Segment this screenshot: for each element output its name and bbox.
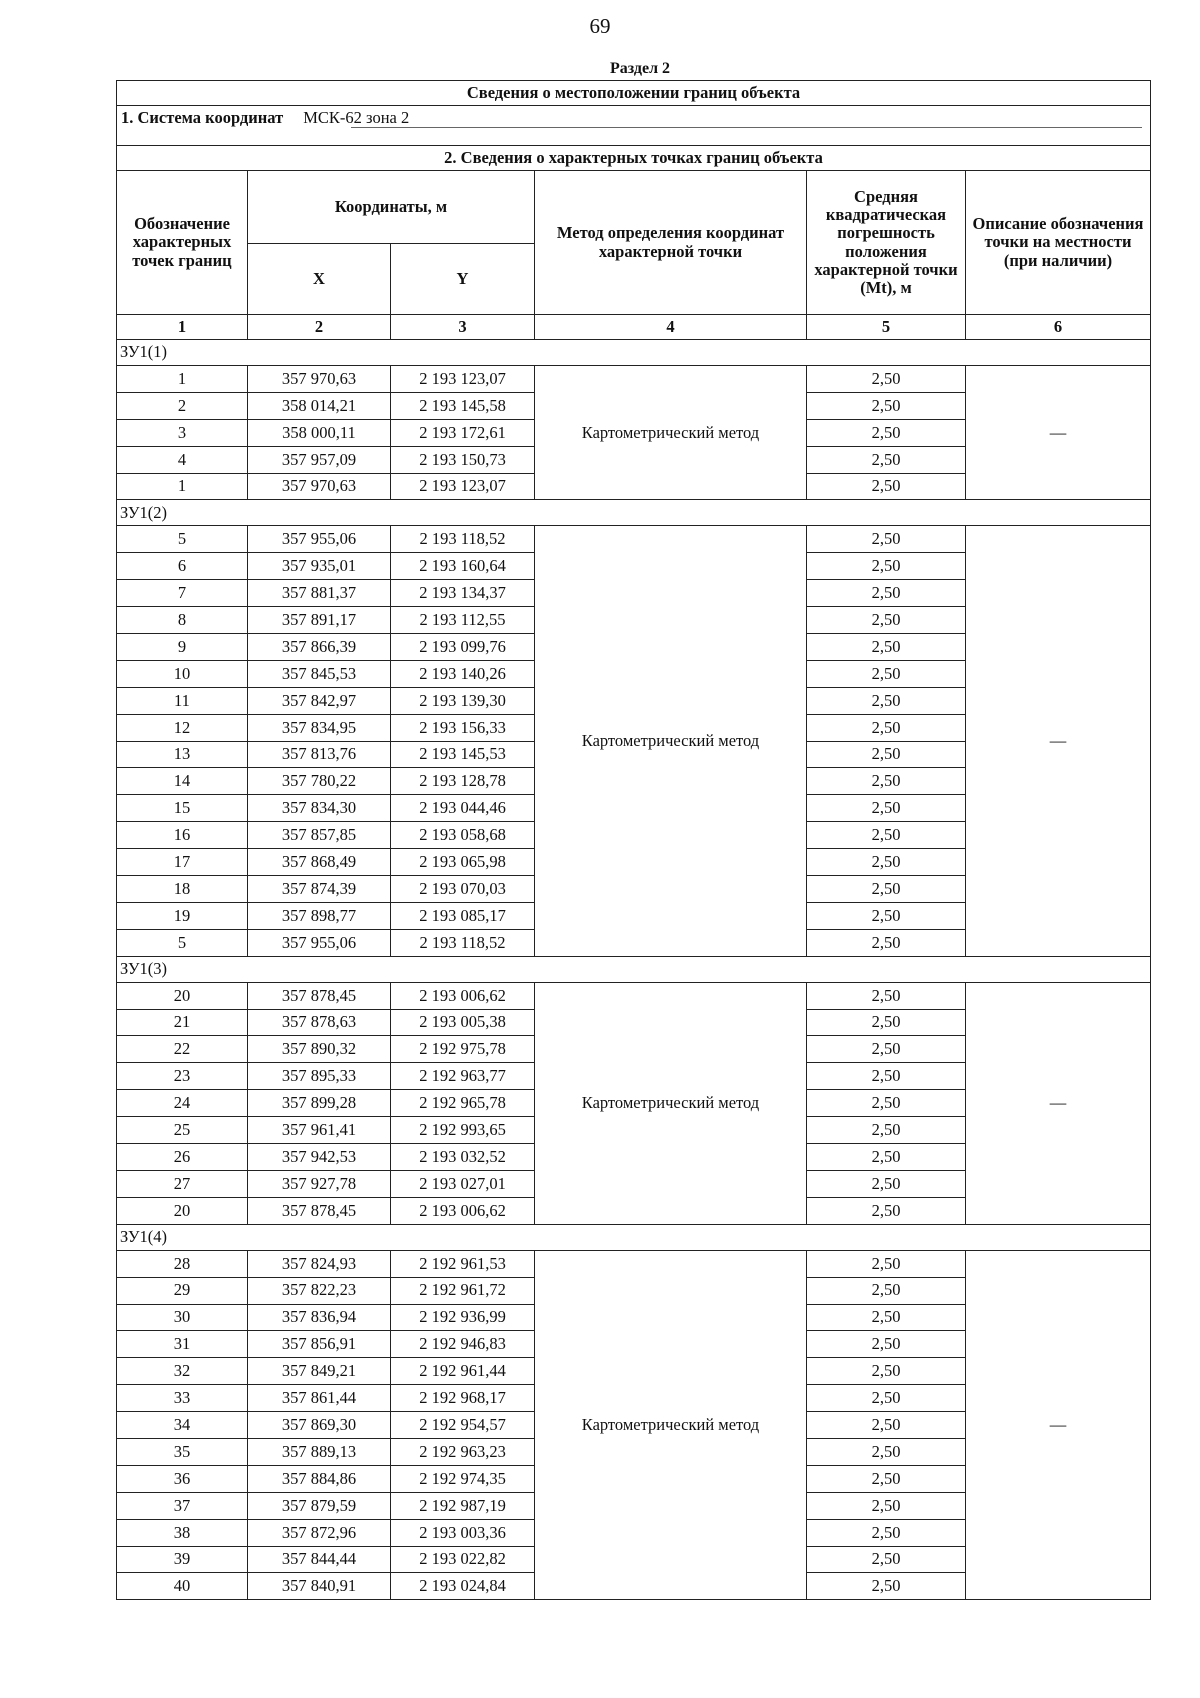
group-row: [117, 500, 1151, 526]
point-error: 2,50: [807, 580, 966, 607]
point-y: 2 193 099,76: [391, 634, 535, 661]
point-error: 2,50: [807, 1412, 966, 1439]
point-y: 2 192 968,17: [391, 1385, 535, 1412]
point-number: 17: [117, 849, 248, 876]
point-error: 2,50: [807, 526, 966, 553]
point-y: 2 193 123,07: [391, 366, 535, 393]
point-error: 2,50: [807, 1465, 966, 1492]
point-number: 18: [117, 876, 248, 903]
table-row: [117, 1250, 1151, 1277]
point-y: 2 192 963,77: [391, 1063, 535, 1090]
point-x: 357 868,49: [248, 849, 391, 876]
point-error: 2,50: [807, 446, 966, 473]
point-y: 2 192 963,23: [391, 1438, 535, 1465]
point-number: 21: [117, 1009, 248, 1036]
point-y: 2 193 172,61: [391, 419, 535, 446]
point-error: 2,50: [807, 1519, 966, 1546]
point-number: 29: [117, 1277, 248, 1304]
point-x: 357 898,77: [248, 902, 391, 929]
point-error: 2,50: [807, 1438, 966, 1465]
point-number: 33: [117, 1385, 248, 1412]
point-number: 20: [117, 1197, 248, 1224]
column-number: 3: [391, 315, 535, 340]
point-error: 2,50: [807, 929, 966, 956]
point-number: 36: [117, 1465, 248, 1492]
point-error: 2,50: [807, 982, 966, 1009]
point-number: 32: [117, 1358, 248, 1385]
point-error: 2,50: [807, 902, 966, 929]
point-error: 2,50: [807, 687, 966, 714]
group-name: ЗУ1(1): [117, 340, 1151, 366]
point-x: 357 872,96: [248, 1519, 391, 1546]
point-error: 2,50: [807, 366, 966, 393]
point-number: 16: [117, 822, 248, 849]
point-number: 5: [117, 526, 248, 553]
point-error: 2,50: [807, 634, 966, 661]
point-error: 2,50: [807, 768, 966, 795]
group-row: [117, 1224, 1151, 1250]
group-row: [117, 956, 1151, 982]
point-x: 357 834,95: [248, 714, 391, 741]
point-x: 357 970,63: [248, 473, 391, 500]
point-error: 2,50: [807, 1250, 966, 1277]
point-x: 357 813,76: [248, 741, 391, 768]
point-method: Картометрический метод: [535, 982, 807, 1224]
point-error: 2,50: [807, 1546, 966, 1573]
point-y: 2 193 156,33: [391, 714, 535, 741]
point-error: 2,50: [807, 1492, 966, 1519]
point-y: 2 192 946,83: [391, 1331, 535, 1358]
header-x: X: [248, 244, 391, 315]
point-error: 2,50: [807, 1197, 966, 1224]
point-y: 2 193 134,37: [391, 580, 535, 607]
point-y: 2 192 975,78: [391, 1036, 535, 1063]
point-x: 358 000,11: [248, 419, 391, 446]
point-x: 357 899,28: [248, 1090, 391, 1117]
point-number: 7: [117, 580, 248, 607]
point-y: 2 193 118,52: [391, 526, 535, 553]
point-x: 357 856,91: [248, 1331, 391, 1358]
point-x: 357 935,01: [248, 553, 391, 580]
point-y: 2 193 003,36: [391, 1519, 535, 1546]
point-number: 24: [117, 1090, 248, 1117]
point-y: 2 193 118,52: [391, 929, 535, 956]
section-title: Раздел 2: [609, 60, 671, 77]
point-y: 2 192 961,72: [391, 1277, 535, 1304]
header-designation: Обозначение характерных точек границ: [117, 171, 248, 315]
point-y: 2 193 058,68: [391, 822, 535, 849]
coord-system-row: [117, 106, 1151, 146]
point-x: 357 878,45: [248, 1197, 391, 1224]
point-number: 27: [117, 1170, 248, 1197]
point-number: 1: [117, 473, 248, 500]
point-number: 8: [117, 607, 248, 634]
coord-system-label: 1. Система координат: [121, 108, 284, 127]
point-x: 357 869,30: [248, 1412, 391, 1439]
point-number: 14: [117, 768, 248, 795]
point-number: 28: [117, 1250, 248, 1277]
group-row: [117, 340, 1151, 366]
column-number: 2: [248, 315, 391, 340]
table-row: [117, 526, 1151, 553]
coord-system-underline: [351, 127, 1142, 128]
point-y: 2 193 024,84: [391, 1573, 535, 1600]
point-y: 2 193 005,38: [391, 1009, 535, 1036]
point-y: 2 193 032,52: [391, 1144, 535, 1171]
point-x: 357 849,21: [248, 1358, 391, 1385]
point-x: 358 014,21: [248, 392, 391, 419]
point-x: 357 845,53: [248, 660, 391, 687]
point-x: 357 927,78: [248, 1170, 391, 1197]
point-number: 3: [117, 419, 248, 446]
point-x: 357 861,44: [248, 1385, 391, 1412]
point-y: 2 193 123,07: [391, 473, 535, 500]
point-y: 2 193 085,17: [391, 902, 535, 929]
point-y: 2 193 145,53: [391, 741, 535, 768]
point-number: 37: [117, 1492, 248, 1519]
point-number: 40: [117, 1573, 248, 1600]
point-number: 12: [117, 714, 248, 741]
point-error: 2,50: [807, 553, 966, 580]
point-x: 357 878,63: [248, 1009, 391, 1036]
point-x: 357 824,93: [248, 1250, 391, 1277]
point-error: 2,50: [807, 741, 966, 768]
point-number: 4: [117, 446, 248, 473]
point-description: —: [966, 1250, 1151, 1600]
point-y: 2 193 027,01: [391, 1170, 535, 1197]
point-x: 357 955,06: [248, 929, 391, 956]
point-error: 2,50: [807, 714, 966, 741]
point-x: 357 866,39: [248, 634, 391, 661]
point-number: 19: [117, 902, 248, 929]
point-number: 25: [117, 1117, 248, 1144]
point-number: 2: [117, 392, 248, 419]
point-y: 2 192 993,65: [391, 1117, 535, 1144]
point-number: 1: [117, 366, 248, 393]
point-y: 2 193 160,64: [391, 553, 535, 580]
point-number: 30: [117, 1304, 248, 1331]
point-number: 23: [117, 1063, 248, 1090]
point-y: 2 193 022,82: [391, 1546, 535, 1573]
point-x: 357 890,32: [248, 1036, 391, 1063]
point-number: 6: [117, 553, 248, 580]
point-error: 2,50: [807, 1144, 966, 1171]
point-x: 357 970,63: [248, 366, 391, 393]
group-name: ЗУ1(3): [117, 956, 1151, 982]
point-x: 357 842,97: [248, 687, 391, 714]
point-number: 10: [117, 660, 248, 687]
point-y: 2 193 139,30: [391, 687, 535, 714]
point-y: 2 193 140,26: [391, 660, 535, 687]
point-y: 2 193 150,73: [391, 446, 535, 473]
table-title: Сведения о местоположении границ объекта: [117, 81, 1151, 106]
column-number: 4: [535, 315, 807, 340]
point-number: 34: [117, 1412, 248, 1439]
point-error: 2,50: [807, 1170, 966, 1197]
point-number: 11: [117, 687, 248, 714]
group-name: ЗУ1(4): [117, 1224, 1151, 1250]
point-error: 2,50: [807, 1331, 966, 1358]
point-number: 31: [117, 1331, 248, 1358]
page-number: 69: [589, 14, 611, 38]
point-x: 357 957,09: [248, 446, 391, 473]
point-x: 357 879,59: [248, 1492, 391, 1519]
header-description: Описание обозначения точки на местности (при наличии): [966, 171, 1151, 315]
point-y: 2 193 065,98: [391, 849, 535, 876]
table-row: [117, 982, 1151, 1009]
point-y: 2 193 006,62: [391, 1197, 535, 1224]
point-number: 39: [117, 1546, 248, 1573]
point-y: 2 192 954,57: [391, 1412, 535, 1439]
point-number: 20: [117, 982, 248, 1009]
point-error: 2,50: [807, 1117, 966, 1144]
header-method: Метод определения координат характерной точки: [535, 171, 807, 315]
point-x: 357 834,30: [248, 795, 391, 822]
point-error: 2,50: [807, 849, 966, 876]
point-error: 2,50: [807, 795, 966, 822]
table-row: [117, 366, 1151, 393]
point-error: 2,50: [807, 392, 966, 419]
point-method: Картометрический метод: [535, 1250, 807, 1600]
point-error: 2,50: [807, 1573, 966, 1600]
point-error: 2,50: [807, 1358, 966, 1385]
point-x: 357 942,53: [248, 1144, 391, 1171]
header-error: Средняя квадратическая погрешность положения характерной точки (Mt), м: [807, 171, 966, 315]
point-y: 2 193 070,03: [391, 876, 535, 903]
point-x: 357 822,23: [248, 1277, 391, 1304]
point-number: 35: [117, 1438, 248, 1465]
point-error: 2,50: [807, 876, 966, 903]
point-number: 15: [117, 795, 248, 822]
point-description: —: [966, 982, 1151, 1224]
point-x: 357 857,85: [248, 822, 391, 849]
point-method: Картометрический метод: [535, 366, 807, 500]
coord-system-value: МСК-62 зона 2: [303, 108, 410, 127]
group-name: ЗУ1(2): [117, 500, 1151, 526]
point-x: 357 955,06: [248, 526, 391, 553]
point-x: 357 884,86: [248, 1465, 391, 1492]
point-y: 2 192 961,53: [391, 1250, 535, 1277]
point-y: 2 193 112,55: [391, 607, 535, 634]
points-title: 2. Сведения о характерных точках границ объекта: [117, 146, 1151, 171]
point-error: 2,50: [807, 1090, 966, 1117]
point-error: 2,50: [807, 473, 966, 500]
point-error: 2,50: [807, 1036, 966, 1063]
point-number: 13: [117, 741, 248, 768]
point-x: 357 780,22: [248, 768, 391, 795]
point-x: 357 878,45: [248, 982, 391, 1009]
point-error: 2,50: [807, 1304, 966, 1331]
column-number: 1: [117, 315, 248, 340]
point-number: 38: [117, 1519, 248, 1546]
point-x: 357 874,39: [248, 876, 391, 903]
point-x: 357 891,17: [248, 607, 391, 634]
point-y: 2 192 974,35: [391, 1465, 535, 1492]
point-error: 2,50: [807, 607, 966, 634]
point-x: 357 895,33: [248, 1063, 391, 1090]
coordinates-table: [116, 80, 1151, 1600]
point-y: 2 192 961,44: [391, 1358, 535, 1385]
point-y: 2 192 987,19: [391, 1492, 535, 1519]
header-coordinates: Координаты, м: [248, 171, 535, 244]
point-number: 26: [117, 1144, 248, 1171]
point-y: 2 192 965,78: [391, 1090, 535, 1117]
point-number: 22: [117, 1036, 248, 1063]
point-description: —: [966, 366, 1151, 500]
point-y: 2 193 145,58: [391, 392, 535, 419]
point-x: 357 844,44: [248, 1546, 391, 1573]
point-method: Картометрический метод: [535, 526, 807, 956]
point-x: 357 881,37: [248, 580, 391, 607]
point-error: 2,50: [807, 1009, 966, 1036]
point-number: 5: [117, 929, 248, 956]
column-number: 5: [807, 315, 966, 340]
point-description: —: [966, 526, 1151, 956]
point-y: 2 193 128,78: [391, 768, 535, 795]
point-y: 2 193 044,46: [391, 795, 535, 822]
column-number: 6: [966, 315, 1151, 340]
point-number: 9: [117, 634, 248, 661]
point-x: 357 836,94: [248, 1304, 391, 1331]
header-y: Y: [391, 244, 535, 315]
point-y: 2 192 936,99: [391, 1304, 535, 1331]
point-x: 357 889,13: [248, 1438, 391, 1465]
point-x: 357 961,41: [248, 1117, 391, 1144]
point-error: 2,50: [807, 1385, 966, 1412]
point-error: 2,50: [807, 1277, 966, 1304]
point-x: 357 840,91: [248, 1573, 391, 1600]
point-error: 2,50: [807, 660, 966, 687]
point-error: 2,50: [807, 1063, 966, 1090]
point-y: 2 193 006,62: [391, 982, 535, 1009]
point-error: 2,50: [807, 419, 966, 446]
point-error: 2,50: [807, 822, 966, 849]
